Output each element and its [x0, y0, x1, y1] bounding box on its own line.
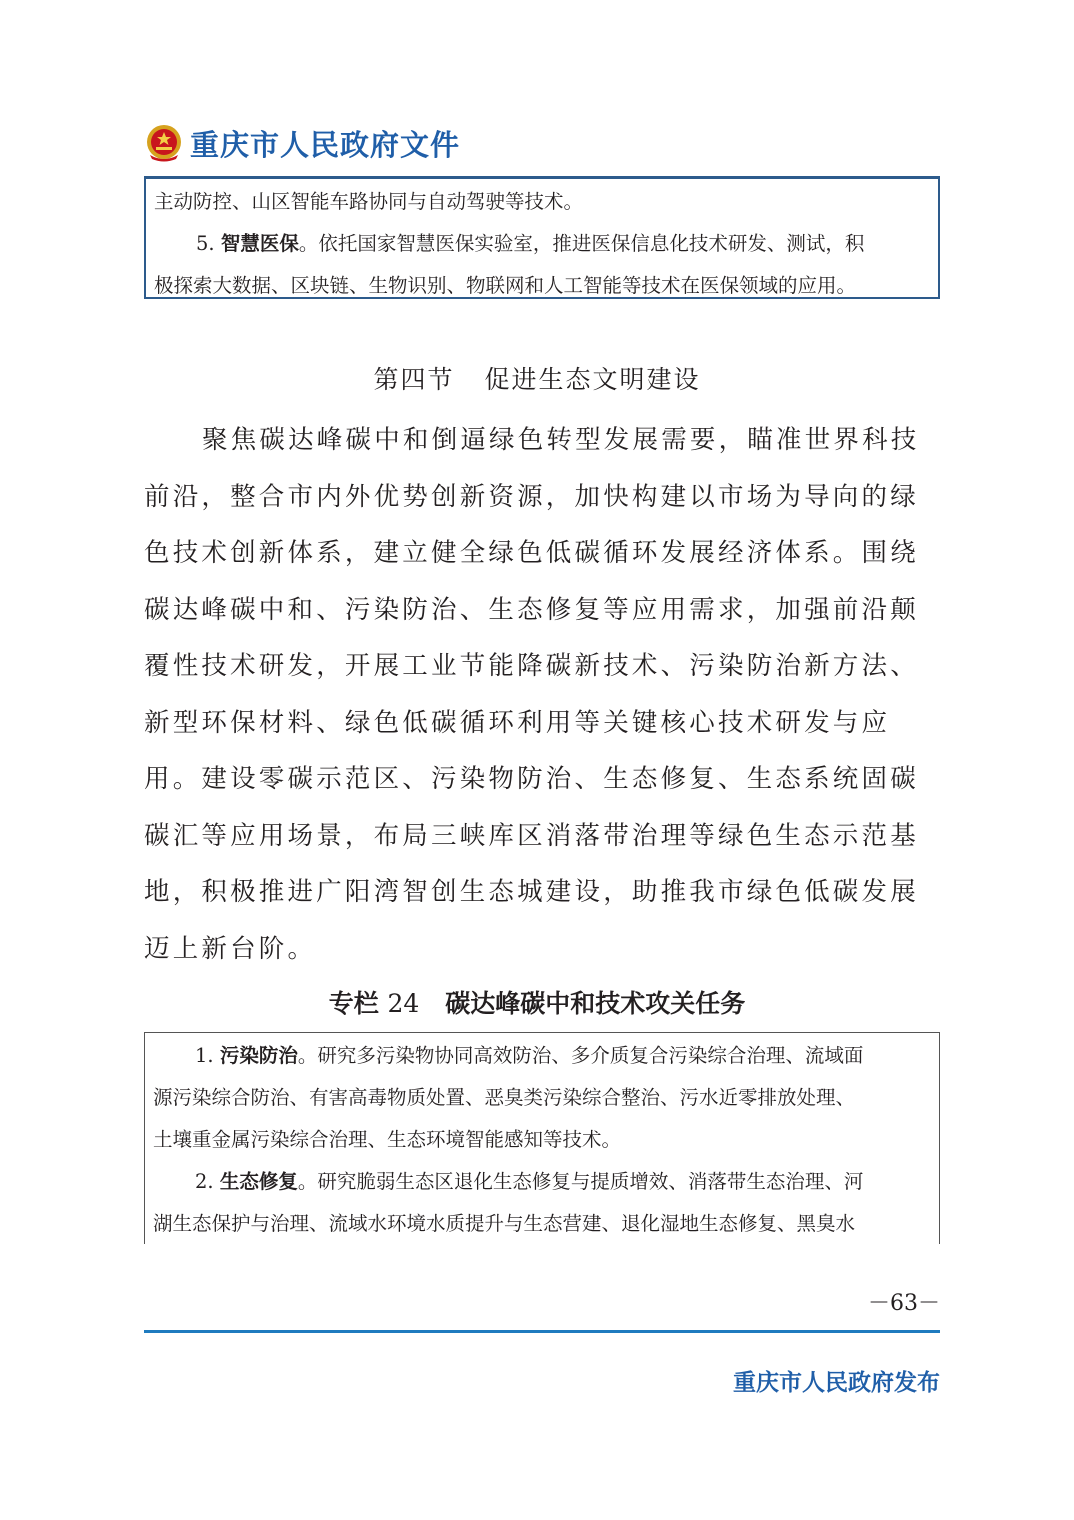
paragraph-line: 聚焦碳达峰碳中和倒逼绿色转型发展需要，瞄准世界科技	[202, 425, 920, 455]
item-text: 。研究脆弱生态区退化生态修复与提质增效、消落带生态治理、河	[297, 1170, 864, 1193]
section-number: 第四节	[373, 365, 455, 394]
list-item	[154, 223, 930, 265]
paragraph-line: 用。建设零碳示范区、污染物防治、生态修复、生态系统固碳	[144, 764, 919, 794]
item-text: 。依托国家智慧医保实验室，推进医保信息化技术研发、测试，积	[298, 232, 865, 255]
paragraph-line: 迈上新台阶。	[144, 933, 317, 964]
header-title: 重庆市人民政府文件	[190, 127, 461, 162]
column-number: 24	[387, 989, 420, 1018]
paragraph-line: 覆性技术研发，开展工业节能降碳新技术、污染防治新方法、	[144, 651, 919, 681]
column-box	[144, 1032, 940, 1244]
box-line: 湖生态保护与治理、流域水环境水质提升与生态营建、退化湿地生态修复、黑臭水	[153, 1212, 856, 1235]
body-paragraph	[144, 412, 940, 977]
footer-divider	[144, 1330, 940, 1333]
top-continuation-box	[144, 176, 940, 299]
item-number: 2.	[195, 1170, 214, 1193]
paragraph-line: 碳汇等应用场景，布局三峡库区消落带治理等绿色生态示范基	[144, 820, 919, 851]
document-header	[144, 118, 460, 168]
national-emblem-icon	[144, 123, 184, 163]
column-heading	[0, 984, 1074, 1020]
box-line: 极探索大数据、区块链、生物识别、物联网和人工智能等技术在医保领域的应用。	[154, 274, 857, 297]
section-heading	[0, 360, 1074, 396]
item-keyword: 生态修复	[219, 1170, 298, 1193]
column-title: 碳达峰碳中和技术攻关任务	[445, 989, 746, 1018]
section-title: 促进生态文明建设	[484, 365, 701, 394]
page-number: －63－	[868, 1291, 940, 1316]
paragraph-line: 色技术创新体系，建立健全绿色低碳循环发展经济体系。围绕	[144, 538, 919, 568]
paragraph-line: 地，积极推进广阳湾智创生态城建设，助推我市绿色低碳发展	[144, 877, 919, 907]
box-line: 源污染综合防治、有害高毒物质处置、恶臭类污染综合整治、污水近零排放处理、	[153, 1086, 856, 1109]
list-item	[153, 1161, 931, 1203]
box-line: 土壤重金属污染综合治理、生态环境智能感知等技术。	[153, 1128, 622, 1151]
paragraph-line: 前沿，整合市内外优势创新资源，加快构建以市场为导向的绿	[144, 481, 919, 512]
footer-publisher: 重庆市人民政府发布	[733, 1370, 940, 1396]
list-item	[153, 1035, 931, 1077]
item-number: 1.	[195, 1044, 214, 1067]
column-label: 专栏	[328, 989, 379, 1018]
item-text: 。研究多污染物协同高效防治、多介质复合污染综合治理、流域面	[297, 1044, 864, 1067]
item-keyword: 智慧医保	[220, 232, 299, 255]
box-line: 主动防控、山区智能车路协同与自动驾驶等技术。	[154, 190, 584, 213]
item-number: 5.	[196, 232, 215, 255]
paragraph-line: 碳达峰碳中和、污染防治、生态修复等应用需求，加强前沿颠	[144, 594, 919, 625]
paragraph-line: 新型环保材料、绿色低碳循环利用等关键核心技术研发与应	[144, 707, 891, 738]
item-keyword: 污染防治	[219, 1044, 298, 1067]
